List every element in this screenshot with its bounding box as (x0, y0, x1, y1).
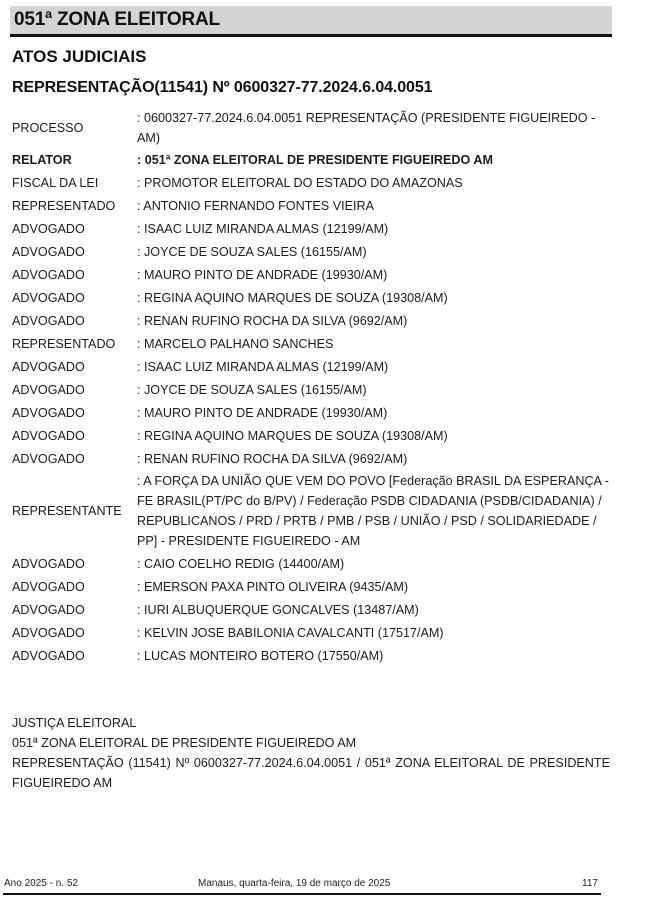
party-row (12, 194, 610, 217)
party-role: ADVOGADO (12, 648, 85, 663)
party-value: : MAURO PINTO DE ANDRADE (19930/AM) (137, 267, 388, 282)
party-row (12, 470, 610, 552)
footer-date-place: Manaus, quarta-feira, 19 de março de 2025 (198, 878, 391, 889)
party-value: : CAIO COELHO REDIG (14400/AM) (137, 556, 345, 571)
party-value: : ANTONIO FERNANDO FONTES VIEIRA (137, 198, 374, 213)
footer-page-number: 117 (582, 878, 598, 889)
party-row (12, 644, 610, 667)
party-role: FISCAL DA LEI (12, 175, 99, 190)
party-role: PROCESSO (12, 121, 84, 135)
zone-title: 051ª ZONA ELEITORAL (14, 9, 220, 30)
party-row (12, 447, 610, 470)
party-row (12, 598, 610, 621)
party-role: ADVOGADO (12, 579, 85, 594)
case-title: REPRESENTAÇÃO(11541) Nº 0600327-77.2024.6.04.0051 (12, 79, 433, 96)
party-role: ADVOGADO (12, 267, 85, 282)
party-value: : JOYCE DE SOUZA SALES (16155/AM) (137, 382, 367, 397)
party-role: ADVOGADO (12, 556, 85, 571)
party-value: : ISAAC LUIZ MIRANDA ALMAS (12199/AM) (137, 359, 389, 374)
party-role: ADVOGADO (12, 244, 85, 259)
party-role: REPRESENTADO (12, 336, 116, 351)
party-row (12, 240, 610, 263)
party-row (12, 309, 610, 332)
party-value: : REGINA AQUINO MARQUES DE SOUZA (19308/AM) (137, 428, 448, 443)
party-row (12, 378, 610, 401)
party-value: : PROMOTOR ELEITORAL DO ESTADO DO AMAZONAS (137, 175, 463, 190)
party-value: : LUCAS MONTEIRO BOTERO (17550/AM) (137, 648, 384, 663)
notice-block (12, 713, 610, 793)
party-value: : RENAN RUFINO ROCHA DA SILVA (9692/AM) (137, 313, 408, 328)
party-role: ADVOGADO (12, 451, 85, 466)
party-value: : ISAAC LUIZ MIRANDA ALMAS (12199/AM) (137, 221, 389, 236)
party-value: : RENAN RUFINO ROCHA DA SILVA (9692/AM) (137, 451, 408, 466)
party-value: : JOYCE DE SOUZA SALES (16155/AM) (137, 244, 367, 259)
party-role: REPRESENTADO (12, 198, 116, 213)
party-value: : 0600327-77.2024.6.04.0051 REPRESENTAÇÃO (PRESIDENTE FIGUEIREDO - AM) (137, 111, 596, 145)
party-row (12, 286, 610, 309)
party-value: : 051ª ZONA ELEITORAL DE PRESIDENTE FIGUEIREDO AM (137, 152, 493, 167)
parties-table (12, 108, 610, 667)
party-row (12, 424, 610, 447)
zone-header-bar (10, 6, 612, 37)
party-role: ADVOGADO (12, 428, 85, 443)
notice-case-reference: REPRESENTAÇÃO (11541) Nº 0600327-77.2024.6.04.0051 / 051ª ZONA ELEITORAL DE PRESIDENTE FIGUEIREDO AM (12, 756, 610, 790)
party-role: ADVOGADO (12, 221, 85, 236)
notice-zone: 051ª ZONA ELEITORAL DE PRESIDENTE FIGUEIREDO AM (12, 736, 357, 750)
party-value: : EMERSON PAXA PINTO OLIVEIRA (9435/AM) (137, 579, 409, 594)
party-value: : A FORÇA DA UNIÃO QUE VEM DO POVO [Federação BRASIL DA ESPERANÇA - FE BRASIL(PT/PC do B/PV) / Federação PSDB CIDADANIA (PSDB/CIDADANIA) / REPUBLICANOS / PRD / PRTB / PMB / PSB / UNIÃO / PSD / SOLIDARIEDADE / PP] - PRESIDENTE FIGUEIREDO - AM (137, 474, 609, 548)
party-row (12, 171, 610, 194)
party-row (12, 263, 610, 286)
party-role: ADVOGADO (12, 382, 85, 397)
party-row (12, 332, 610, 355)
party-role: ADVOGADO (12, 602, 85, 617)
party-role: ADVOGADO (12, 625, 85, 640)
party-role: ADVOGADO (12, 359, 85, 374)
party-value: : IURI ALBUQUERQUE GONCALVES (13487/AM) (137, 602, 419, 617)
party-row (12, 355, 610, 378)
party-role: REPRESENTANTE (12, 504, 122, 518)
section-title: ATOS JUDICIAIS (12, 47, 147, 66)
party-role: RELATOR (12, 152, 72, 167)
party-row (12, 217, 610, 240)
party-role: ADVOGADO (12, 290, 85, 305)
party-row (12, 575, 610, 598)
party-value: : MAURO PINTO DE ANDRADE (19930/AM) (137, 405, 388, 420)
party-row (12, 401, 610, 424)
party-row (12, 108, 610, 148)
party-value: : REGINA AQUINO MARQUES DE SOUZA (19308/AM) (137, 290, 448, 305)
party-role: ADVOGADO (12, 405, 85, 420)
page-footer (3, 876, 601, 895)
party-row (12, 148, 610, 171)
party-row (12, 621, 610, 644)
party-value: : MARCELO PALHANO SANCHES (137, 336, 334, 351)
party-role: ADVOGADO (12, 313, 85, 328)
notice-court: JUSTIÇA ELEITORAL (12, 716, 137, 730)
footer-edition: Ano 2025 - n. 52 (4, 878, 78, 889)
party-row (12, 552, 610, 575)
party-value: : KELVIN JOSE BABILONIA CAVALCANTI (17517/AM) (137, 625, 444, 640)
